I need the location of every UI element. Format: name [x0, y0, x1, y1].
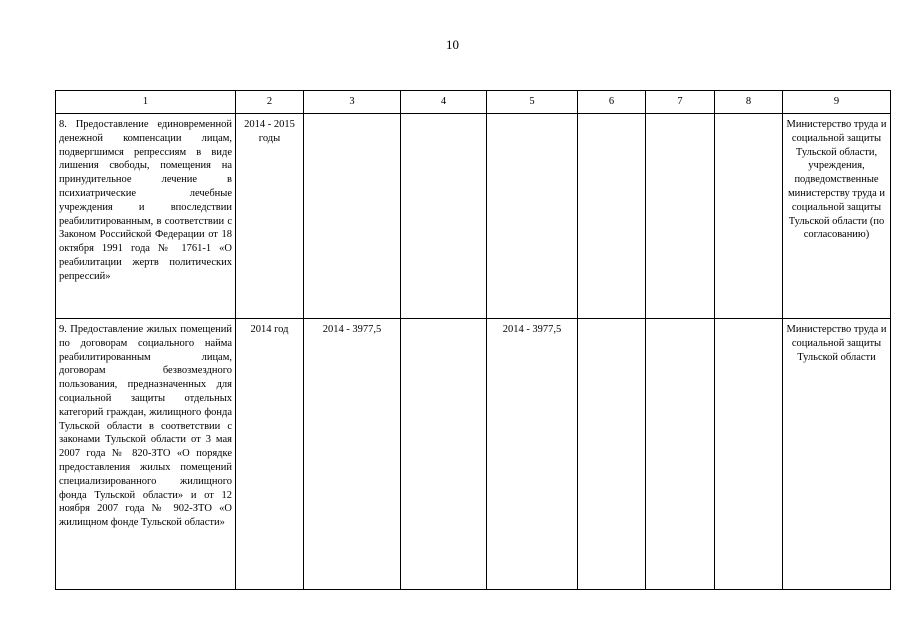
header-cell-5: 5: [487, 91, 578, 114]
funding-col8-cell: [715, 319, 783, 590]
header-cell-6: 6: [578, 91, 646, 114]
table-row: [56, 114, 891, 319]
funding-col5-cell: [487, 114, 578, 319]
period-cell: 2014 год: [236, 319, 304, 590]
header-cell-7: 7: [646, 91, 715, 114]
measure-description: 8. Предоставление единовременной денежной компенсации лицам, подвергшимся репрессиям в виде лишения свободы, помещения на принудительное лечение в психиатрические лечебные учреждения и впоследствии реабилитированным, в соответствии с Законом Российской Федерации от 18 октября 1991 года № 1761-1 «О реабилитации жертв политических репрессий»: [56, 114, 236, 319]
page-number: 10: [446, 37, 459, 52]
funding-col4-cell: [401, 319, 487, 590]
program-table: [55, 90, 891, 590]
header-row: [56, 91, 891, 114]
responsible-cell: Министерство труда и социальной защиты Тульской области: [783, 319, 891, 590]
funding-col7-cell: [646, 319, 715, 590]
table-row: [56, 319, 891, 590]
funding-total-cell: 2014 - 3977,5: [304, 319, 401, 590]
header-cell-8: 8: [715, 91, 783, 114]
header-cell-1: 1: [56, 91, 236, 114]
funding-col6-cell: [578, 114, 646, 319]
funding-col5-cell: 2014 - 3977,5: [487, 319, 578, 590]
funding-col4-cell: [401, 114, 487, 319]
header-cell-4: 4: [401, 91, 487, 114]
funding-col7-cell: [646, 114, 715, 319]
funding-col8-cell: [715, 114, 783, 319]
measure-description: 9. Предоставление жилых помещений по договорам социального найма реабилитированным лицам, договорам безвозмездного пользования, предназначенных для социальной защиты отдельных категорий граждан, жилищного фонда Тульской области в соответствии с законами Тульской области от 3 мая 2007 года № 820-ЗТО «О порядке предоставления жилых помещений специализированного жилищного фонда Тульской области» и от 12 ноября 2007 года № 902-ЗТО «О жилищном фонде Тульской области»: [56, 319, 236, 590]
header-cell-9: 9: [783, 91, 891, 114]
header-cell-2: 2: [236, 91, 304, 114]
funding-total-cell: [304, 114, 401, 319]
funding-col6-cell: [578, 319, 646, 590]
responsible-cell: Министерство труда и социальной защиты Тульской области, учреждения, подведомственные министерству труда и социальной защиты Тульской области (по согласованию): [783, 114, 891, 319]
period-cell: 2014 - 2015 годы: [236, 114, 304, 319]
header-cell-3: 3: [304, 91, 401, 114]
